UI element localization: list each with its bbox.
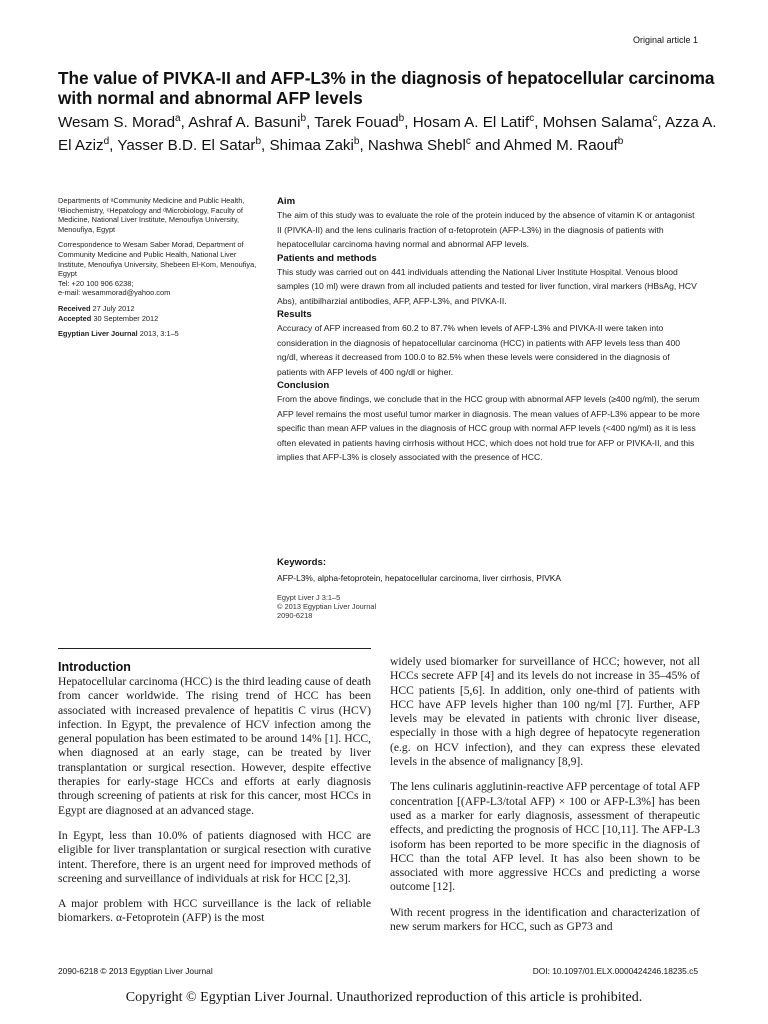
paragraph: The lens culinaris agglutinin-reactive AFP percentage of total AFP concentration [(AFP-L3/total AFP) × 100 or AFP-L3%] has been used as a marker for early diagnosis, assessment of therapeutic effects, and predicting the prognosis of HCC [10,11]. The AFP-L3 isoform has been reported to be more specific in the diagnosis of HCC than the total AFP level. It has also been shown to be associated with more aggressive HCCs and predicting a worse outcome [12].: [390, 780, 700, 894]
received-date: 27 July 2012: [92, 303, 135, 313]
author-affiliation-mark: b: [300, 113, 307, 124]
author-affiliation-mark: c: [529, 113, 535, 124]
author-affiliation-mark: b: [353, 136, 360, 148]
keywords-text: AFP-L3%, alpha-fetoprotein, hepatocellular carcinoma, liver cirrhosis, PIVKA: [277, 573, 561, 583]
methods-heading: Patients and methods: [277, 252, 377, 264]
running-header: Original article 1: [632, 35, 698, 45]
correspondence-text: Correspondence to Wesam Saber Morad, Department of Community Medicine and Public Health, National Liver Institute, Menoufiya University, Shebeen El-Kom, Menoufiya, Egypt: [58, 240, 257, 279]
journal-name: Egyptian Liver Journal: [58, 329, 138, 339]
conclusion-text: From the above findings, we conclude that in the HCC group with abnormal AFP levels (≥400 ng/ml), the serum AFP level remains the most useful tumor marker in diagnosis. The mean values of AFP-L3% appear to be more specific than mean AFP values in the diagnosis of HCC group with normal AFP levels (<400 ng/ml) as it is less often elevated in patients having cirrhosis without HCC, which does not hold true for AFP or PIVKA-II, and this implies that AFP-L3% is closely associated with the presence of HCC.: [277, 394, 700, 462]
paragraph: widely used biomarker for surveillance of HCC; however, not all HCCs secrete AFP [4] and its levels do not increase in 35–45% of HCC patients [5,6]. In addition, only one-third of patients with HCC have AFP levels higher than 100 ng/ml [7]. Further, AFP levels may be elevated in patients with chronic liver disease, especially in those with a high degree of hepatocyte regeneration (e.g. on HCV infection), and they can express these elevated levels in the absence of malignancy [8,9].: [390, 655, 700, 769]
results-text: Accuracy of AFP increased from 60.2 to 87.7% when levels of AFP-L3% and PIVKA-II were taken into consideration in the diagnosis of hepatocellular carcinoma (HCC) in patients with AFP levels less than 400 ng/dl, whereas it decreased from 100.0 to 82.5% when these levels were considered in the diagnosis of patients with AFP levels of 400 ng/dl or higher.: [277, 323, 681, 377]
aim-heading: Aim: [277, 196, 296, 207]
body-column-right: [390, 655, 700, 945]
paragraph: Hepatocellular carcinoma (HCC) is the third leading cause of death from cancer worldwide. The rising trend of HCC has been associated with increased prevalence of hepatitis C virus (HCV) infection. In Egypt, the prevalence of HCV infection among the general population has been estimated to be around 14% [1]. HCC, when diagnosed at an early stage, can be treated by liver transplantation or surgical resection. However, despite effective therapies for early-stage HCCs and efforts at early diagnosis through screening of patients at risk for this cancer, most HCCs in Egypt are diagnosed at an advanced stage.: [58, 675, 371, 817]
author-affiliation-mark: b: [617, 136, 624, 148]
aim-text: The aim of this study was to evaluate the role of the protein induced by the absence of vitamin K or antagonist II (PIVKA-II) and the lens culinaris fraction of α-fetoprotein (AFP-L3%) in the diagnosis of patients with hepatocellular carcinoma having normal and abnormal AFP levels.: [277, 210, 695, 249]
departments: Departments of ᵃCommunity Medicine and Public Health, ᵇBiochemistry, ᶜHepatology and ᵈMicrobiology, Faculty of Medicine, National Liver Institute, Menoufiya University, Menoufiya, Egypt: [58, 196, 245, 234]
author-name: Nashwa Shebl: [367, 137, 466, 155]
author-affiliation-mark: b: [255, 136, 262, 148]
author-name: Shimaa Zaki: [269, 137, 354, 155]
author-affiliation-mark: c: [465, 136, 471, 148]
author-affiliation-mark: c: [652, 113, 658, 124]
body-column-left: [58, 675, 371, 937]
journal-volume: 2013, 3:1–5: [139, 329, 179, 339]
abstract: [277, 195, 700, 465]
citation-journal: Egypt Liver J 3:1–5: [277, 593, 341, 602]
telephone: Tel: +20 100 906 6238;: [58, 278, 134, 288]
paragraph: With recent progress in the identification and characterization of new serum markers for HCC, such as GP73 and: [390, 905, 700, 934]
paragraph: A major problem with HCC surveillance is the lack of reliable biomarkers. α-Fetoprotein (AFP) is the most: [58, 897, 371, 925]
accepted-label: Accepted: [58, 313, 92, 323]
author-name: Hosam A. El Latif: [412, 114, 530, 132]
received-label: Received: [58, 303, 91, 313]
email: e-mail: wesammorad@yahoo.com: [58, 288, 171, 298]
dates: [58, 304, 263, 323]
introduction-heading: Introduction: [58, 660, 131, 674]
author-name: Yasser B.D. El Satar: [117, 137, 256, 155]
author-affiliation-mark: b: [398, 113, 405, 124]
footer-doi: DOI: 10.1097/01.ELX.0000424246.18235.c5: [532, 966, 698, 976]
author-name: Ahmed M. Raouf: [503, 137, 618, 155]
methods-text: This study was carried out on 441 individuals attending the National Liver Institute Hospital. Venous blood samples (10 ml) were drawn from all included patients and tested for liver function, viral markers (HBsAg, HCV Abs), antibilharzial antibodies, AFP, AFP-L3%, and PIVKA-II.: [277, 266, 697, 306]
journal-ref: [58, 329, 263, 339]
author-affiliation-mark: a: [175, 113, 181, 124]
keywords-heading: Keywords:: [277, 557, 327, 568]
author-name: Ashraf A. Basuni: [188, 114, 301, 132]
author-name: Azza A. El Aziz: [58, 114, 717, 155]
paragraph: In Egypt, less than 10.0% of patients diagnosed with HCC are eligible for liver transplantation or surgical resection with curative intent. Therefore, there is an urgent need for improved methods of screening and surveillance of individuals at risk for HCC [2,3].: [58, 828, 371, 885]
results-heading: Results: [277, 309, 312, 320]
correspondence: [58, 240, 263, 298]
section-divider: [58, 648, 371, 649]
author-name: Tarek Fouad: [314, 114, 399, 132]
affiliations: [58, 196, 263, 345]
article-title: The value of PIVKA-II and AFP-L3% in the diagnosis of hepatocellular carcinoma with normal and abnormal AFP levels: [58, 68, 715, 108]
copyright-notice: Copyright © Egyptian Liver Journal. Unauthorized reproduction of this article is prohibited.: [125, 990, 643, 1005]
author-affiliation-mark: d: [103, 136, 110, 148]
footer-issn: 2090-6218 © 2013 Egyptian Liver Journal: [58, 966, 213, 976]
author-name: Mohsen Salama: [542, 114, 653, 132]
citation-issn: 2090-6218: [277, 611, 313, 621]
conclusion-heading: Conclusion: [277, 380, 330, 391]
citation-block: [277, 593, 376, 621]
accepted-date: 30 September 2012: [93, 313, 159, 323]
author-name: Wesam S. Morad: [58, 114, 176, 132]
author-list: Wesam S. Morad$^a$, Ashraf A. Basuni$^b$, Tarek Fouad$^b$, Hosam A. El Latif$^c$, Mohsen Salama$^c$, Azza A. El Aziz$^d$, Yasser B.D. El Satar$^b$, Shimaa Zaki$^b$, Nashwa Shebl$^c$ and Ahmed M. Raouf$^b$: [58, 113, 717, 155]
citation-copyright: © 2013 Egyptian Liver Journal: [277, 602, 377, 612]
